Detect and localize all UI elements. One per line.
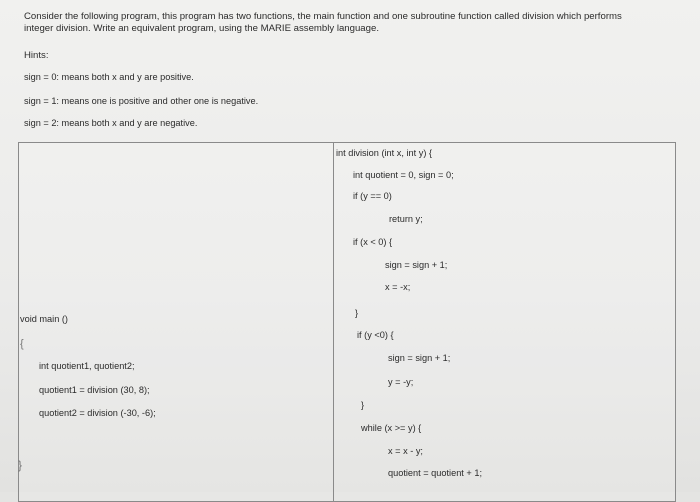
division-code-line: if (y == 0): [353, 191, 392, 201]
division-code-line: while (x >= y) {: [361, 423, 422, 433]
main-code-line: quotient2 = division (-30, -6);: [39, 408, 156, 418]
division-code-line: if (x < 0) {: [353, 237, 393, 247]
main-code-line: int quotient1, quotient2;: [39, 361, 135, 371]
division-code-line: sign = sign + 1;: [388, 353, 451, 363]
main-open-brace: {: [20, 338, 24, 350]
problem-statement: [24, 11, 684, 35]
problem-statement-line-1: Consider the following program, this program has two functions, the main function and one subroutine function called division which performs: [24, 11, 622, 22]
division-code-line: if (y <0) {: [357, 330, 394, 340]
main-code-line: quotient1 = division (30, 8);: [39, 385, 150, 395]
division-code-line: int quotient = 0, sign = 0;: [353, 170, 454, 180]
division-code-line: }: [355, 308, 359, 318]
division-code-line: y = -y;: [388, 377, 414, 387]
hint-sign-0: sign = 0: means both x and y are positive.: [24, 72, 194, 82]
hint-sign-2: sign = 2: means both x and y are negative.: [24, 118, 198, 128]
code-table-divider: [333, 142, 334, 502]
division-code-line: }: [361, 400, 365, 410]
division-code-line: x = -x;: [385, 282, 411, 292]
division-code-line: return y;: [389, 214, 423, 224]
code-table: [18, 142, 676, 502]
division-function-header: int division (int x, int y) {: [336, 148, 432, 158]
problem-statement-line-2: integer division. Write an equivalent program, using the MARIE assembly language.: [24, 23, 379, 34]
division-code-line: sign = sign + 1;: [385, 260, 448, 270]
hints-title: Hints:: [24, 50, 49, 61]
hint-sign-1: sign = 1: means one is positive and other one is negative.: [24, 96, 259, 106]
division-code-line: x = x - y;: [388, 446, 423, 456]
division-code-line: quotient = quotient + 1;: [388, 468, 482, 478]
main-function-header: void main (): [20, 314, 68, 324]
main-close-brace: }: [18, 458, 23, 472]
